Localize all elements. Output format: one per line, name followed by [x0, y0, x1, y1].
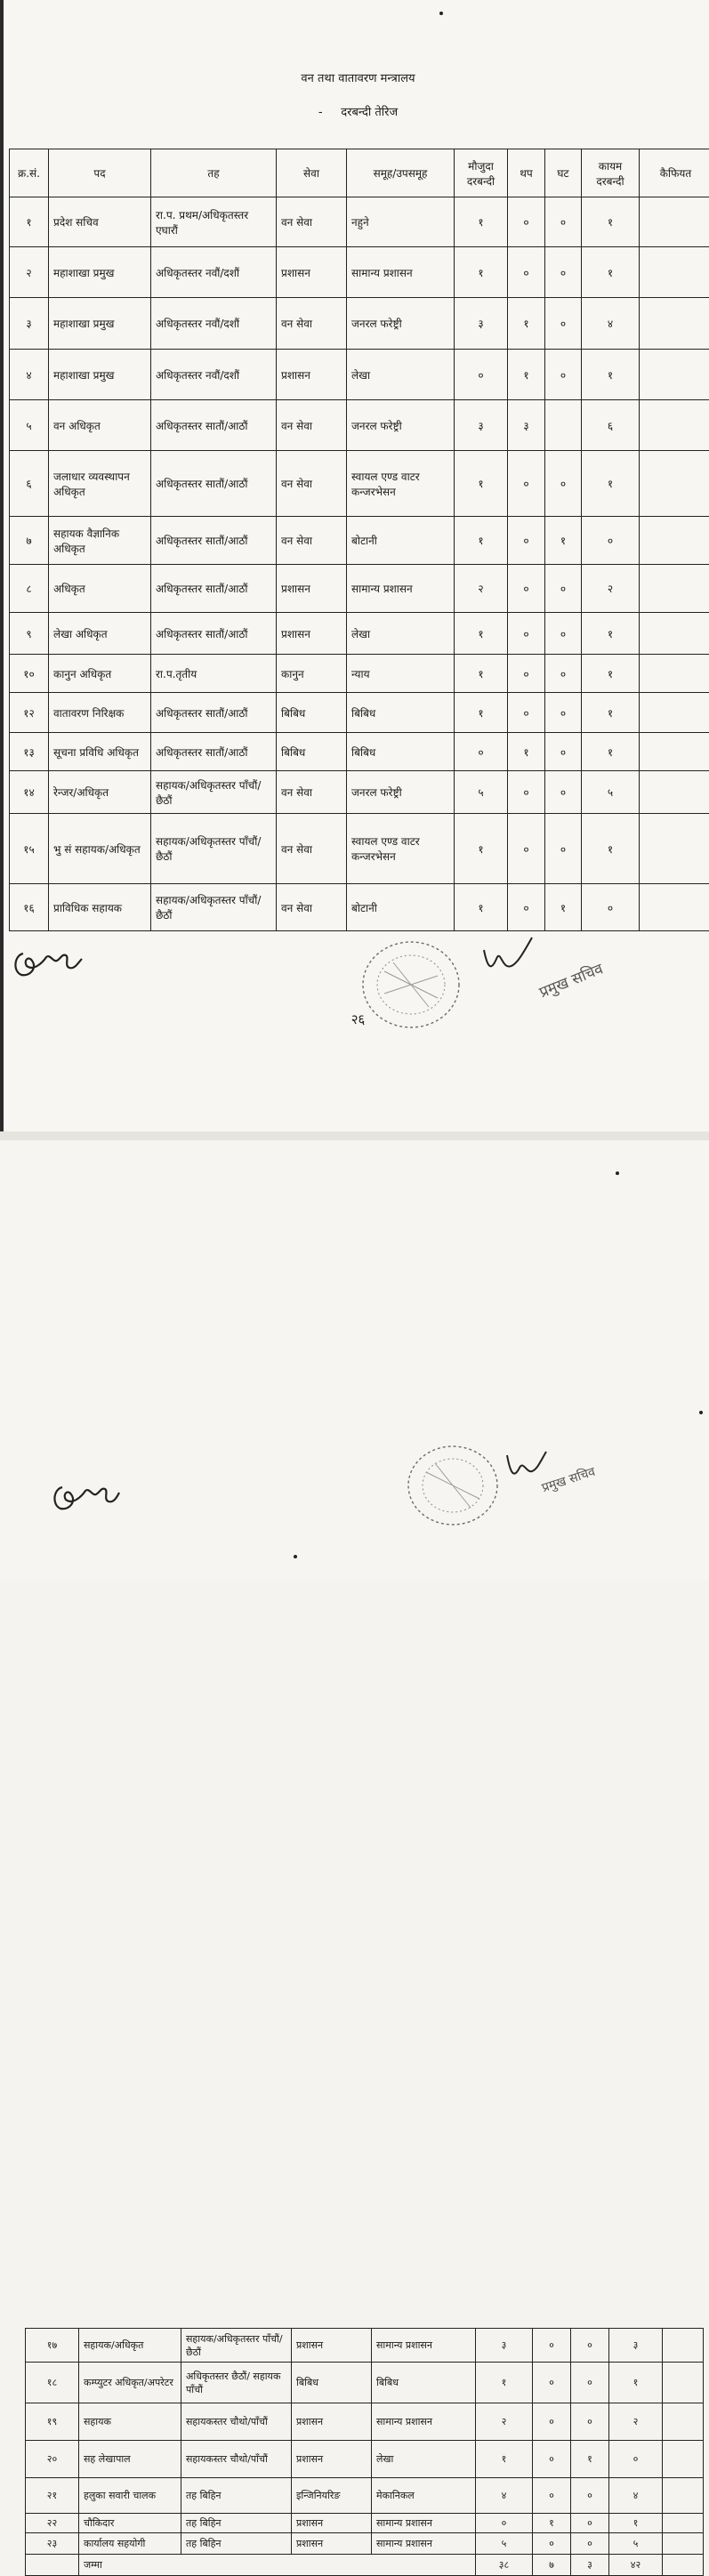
cell-reduce: ० [545, 247, 582, 298]
table-row [10, 565, 709, 613]
cell-sn: १३ [10, 733, 49, 771]
cell-reduce: ० [545, 733, 582, 771]
cell-group: सामान्य प्रशासन [372, 2514, 476, 2533]
cell-fixed: ४ [582, 298, 640, 350]
cell-group: बोटानी [347, 517, 455, 565]
cell-post: महाशाखा प्रमुख [49, 350, 151, 400]
cell-add: ० [508, 771, 545, 814]
speck [699, 1411, 703, 1414]
cell-add: ० [533, 2533, 571, 2555]
col-header-post: पद [49, 149, 151, 197]
initials-signature [11, 945, 84, 980]
cell-group: जनरल फरेष्ट्री [347, 298, 455, 350]
document-page-1 [0, 0, 709, 1131]
cell-sn: २२ [26, 2514, 79, 2533]
cell-service: वन सेवा [277, 400, 347, 451]
cell-remarks [640, 451, 709, 517]
cell-remarks [640, 693, 709, 733]
cell-existing: ० [455, 733, 508, 771]
cell-reduce: ० [571, 2514, 609, 2533]
speck [616, 1171, 619, 1175]
cell-post: कार्यालय सहयोगी [79, 2533, 181, 2555]
cell-add: ० [533, 2478, 571, 2514]
cell-fixed: १ [582, 451, 640, 517]
cell-add: ० [508, 565, 545, 613]
cell-total-existing: ३८ [476, 2555, 533, 2576]
cell-service: इन्जिनियरिङ [292, 2478, 372, 2514]
table-row [10, 350, 709, 400]
cell-fixed: ० [582, 884, 640, 931]
staffing-table-page2 [25, 2328, 704, 2576]
cell-service: वन सेवा [277, 884, 347, 931]
cell-existing: १ [455, 613, 508, 655]
table-row [26, 2329, 704, 2363]
cell-level: सहायकस्तर चौथो/पाँचौं [181, 2441, 292, 2478]
table-row [10, 197, 709, 247]
cell-level: अधिकृतस्तर नवौं/दशौं [151, 350, 277, 400]
cell-remarks [640, 733, 709, 771]
cell-reduce: ० [545, 655, 582, 693]
cell-reduce: १ [571, 2441, 609, 2478]
cell-post: रेन्जर/अधिकृत [49, 771, 151, 814]
table-row [10, 655, 709, 693]
table-row [26, 2441, 704, 2478]
cell-sn: २ [10, 247, 49, 298]
cell-sn: १५ [10, 814, 49, 884]
cell-reduce: ० [571, 2363, 609, 2403]
cell-post: सहायक वैज्ञानिक अधिकृत [49, 517, 151, 565]
cell-service: वन सेवा [277, 814, 347, 884]
cell-level: रा.प. प्रथम/अधिकृतस्तर एघारौं [151, 197, 277, 247]
cell-reduce: ० [545, 350, 582, 400]
table-row [10, 733, 709, 771]
cell-post: प्रदेश सचिव [49, 197, 151, 247]
cell-reduce: ० [545, 451, 582, 517]
subtitle-text: दरबन्दी तेरिज [341, 106, 398, 119]
cell-existing: १ [455, 247, 508, 298]
cell-sn: ७ [10, 517, 49, 565]
cell-remarks [640, 298, 709, 350]
cell-group: बिबिध [347, 733, 455, 771]
page-gap [0, 1131, 709, 1140]
cell-add: ० [508, 247, 545, 298]
cell-add: ० [508, 197, 545, 247]
speck [439, 12, 443, 15]
col-header-reduce: घट [545, 149, 582, 197]
cell-service: प्रशासन [292, 2441, 372, 2478]
cell-sn: ३ [10, 298, 49, 350]
cell-add: ० [508, 814, 545, 884]
col-header-remarks: कैफियत [640, 149, 709, 197]
cell-sn: ६ [10, 451, 49, 517]
cell-sn: ४ [10, 350, 49, 400]
cell-remarks [640, 884, 709, 931]
cell-post: महाशाखा प्रमुख [49, 298, 151, 350]
cell-service: प्रशासन [277, 247, 347, 298]
cell-service: प्रशासन [292, 2533, 372, 2555]
cell-level: सहायक/अधिकृतस्तर पाँचौं/छैठौं [151, 771, 277, 814]
cell-post: वातावरण निरिक्षक [49, 693, 151, 733]
cell-service: वन सेवा [277, 451, 347, 517]
cell-service: प्रशासन [277, 565, 347, 613]
cell-reduce: ० [571, 2329, 609, 2363]
cell-group: सामान्य प्रशासन [372, 2533, 476, 2555]
cell-total-add: ७ [533, 2555, 571, 2576]
cell-total-label: जम्मा [79, 2555, 476, 2576]
initials-signature-2 [50, 1478, 121, 1514]
cell-sn: २३ [26, 2533, 79, 2555]
cell-reduce: १ [545, 884, 582, 931]
cell-level: अधिकृतस्तर सातौं/आठौं [151, 613, 277, 655]
cell-reduce: ० [545, 565, 582, 613]
cell-group: लेखा [347, 613, 455, 655]
cell-sn: १९ [26, 2403, 79, 2441]
cell-reduce: १ [545, 517, 582, 565]
cell-post: प्राविधिक सहायक [49, 884, 151, 931]
cell-sn: ९ [10, 613, 49, 655]
cell-reduce: ० [571, 2533, 609, 2555]
subtitle [4, 103, 709, 119]
cell-existing: १ [455, 655, 508, 693]
cell-existing: ३ [476, 2329, 533, 2363]
cell-level: सहायकस्तर चौथो/पाँचौं [181, 2403, 292, 2441]
cell-existing: १ [455, 884, 508, 931]
cell-existing: १ [476, 2363, 533, 2403]
subtitle-dash: - [318, 106, 323, 119]
cell-remarks [663, 2478, 704, 2514]
col-header-group: समूह/उपसमूह [347, 149, 455, 197]
cell-service: बिबिध [277, 693, 347, 733]
cell-add: ० [508, 451, 545, 517]
office-seal-2 [404, 1441, 502, 1530]
cell-total-fixed: ४२ [609, 2555, 663, 2576]
cell-group: सामान्य प्रशासन [372, 2329, 476, 2363]
cell-fixed: १ [582, 733, 640, 771]
cell-fixed: ५ [582, 771, 640, 814]
cell-reduce: ० [545, 197, 582, 247]
cell-reduce: ० [545, 771, 582, 814]
ministry-title: वन तथा वातावरण मन्त्रालय [4, 69, 709, 85]
cell-group: स्वायल एण्ड वाटर कन्जरभेसन [347, 451, 455, 517]
cell-group: बोटानी [347, 884, 455, 931]
cell-service: वन सेवा [277, 517, 347, 565]
cell-sn: १२ [10, 693, 49, 733]
cell-fixed: १ [582, 197, 640, 247]
col-header-fixed: कायम दरबन्दी [582, 149, 640, 197]
cell-existing: ५ [455, 771, 508, 814]
cell-fixed: १ [582, 247, 640, 298]
cell-group: न्याय [347, 655, 455, 693]
cell-existing: १ [455, 451, 508, 517]
page-number: २६ [4, 1010, 709, 1028]
cell-existing: ० [476, 2514, 533, 2533]
cell-level: अधिकृतस्तर नवौं/दशौं [151, 298, 277, 350]
cell-service: बिबिध [292, 2363, 372, 2403]
cell-remarks [663, 2403, 704, 2441]
cell-existing: १ [455, 814, 508, 884]
cell-group: स्वायल एण्ड वाटर कन्जरभेसन [347, 814, 455, 884]
officer-signature-2 [504, 1448, 548, 1484]
table-row [10, 613, 709, 655]
cell-existing: ३ [455, 400, 508, 451]
cell-level: तह बिहिन [181, 2514, 292, 2533]
cell-add: ० [508, 613, 545, 655]
cell-existing: ३ [455, 298, 508, 350]
cell-group: बिबिध [347, 693, 455, 733]
cell-post: सहायक [79, 2403, 181, 2441]
cell-post: लेखा अधिकृत [49, 613, 151, 655]
cell-level: तह बिहिन [181, 2478, 292, 2514]
cell-level: अधिकृतस्तर नवौं/दशौं [151, 247, 277, 298]
cell-group: सामान्य प्रशासन [347, 247, 455, 298]
cell-fixed: १ [582, 693, 640, 733]
table-header-row [10, 149, 709, 197]
cell-sn: २१ [26, 2478, 79, 2514]
cell-fixed: ५ [609, 2533, 663, 2555]
col-header-service: सेवा [277, 149, 347, 197]
cell-existing: २ [455, 565, 508, 613]
cell-remarks [640, 197, 709, 247]
cell-group: लेखा [347, 350, 455, 400]
cell-post: सूचना प्रविधि अधिकृत [49, 733, 151, 771]
cell-remarks [663, 2533, 704, 2555]
cell-add: ० [508, 655, 545, 693]
table-row [26, 2403, 704, 2441]
cell-add: १ [508, 350, 545, 400]
table-row [10, 451, 709, 517]
cell-remarks [640, 400, 709, 451]
cell-remarks [640, 517, 709, 565]
cell-reduce: ० [545, 613, 582, 655]
cell-add: ० [508, 693, 545, 733]
cell-sn: १ [10, 197, 49, 247]
designation-stamp-text: प्रमुख सचिव [537, 961, 606, 1002]
cell-reduce: ० [571, 2403, 609, 2441]
table-row [10, 247, 709, 298]
cell-fixed: १ [582, 814, 640, 884]
cell-level: सहायक/अधिकृतस्तर पाँचौं/छैठौं [181, 2329, 292, 2363]
cell-fixed: १ [609, 2514, 663, 2533]
cell-post: जलाधार व्यवस्थापन अधिकृत [49, 451, 151, 517]
cell-remarks [640, 350, 709, 400]
cell-existing: २ [476, 2403, 533, 2441]
cell-post: अधिकृत [49, 565, 151, 613]
cell-reduce: ० [571, 2478, 609, 2514]
cell-fixed: ६ [582, 400, 640, 451]
cell-fixed: १ [582, 350, 640, 400]
cell-service: वन सेवा [277, 298, 347, 350]
cell-service: प्रशासन [292, 2329, 372, 2363]
cell-group: जनरल फरेष्ट्री [347, 400, 455, 451]
cell-sn: १७ [26, 2329, 79, 2363]
cell-existing: ४ [476, 2478, 533, 2514]
staffing-table-page1 [9, 149, 709, 931]
cell-fixed: ० [609, 2441, 663, 2478]
cell-group: मेकानिकल [372, 2478, 476, 2514]
document-page-2 [0, 1140, 709, 1581]
cell-remarks [640, 771, 709, 814]
cell-add: १ [508, 733, 545, 771]
cell-total-reduce: ३ [571, 2555, 609, 2576]
cell-service: प्रशासन [292, 2514, 372, 2533]
col-header-level: तह [151, 149, 277, 197]
table-row [10, 298, 709, 350]
cell-remarks [640, 613, 709, 655]
cell-reduce: ० [545, 693, 582, 733]
table-row [10, 814, 709, 884]
col-header-existing: मौजुदा दरबन्दी [455, 149, 508, 197]
cell-post: महाशाखा प्रमुख [49, 247, 151, 298]
cell-group: सामान्य प्रशासन [347, 565, 455, 613]
cell-level: तह बिहिन [181, 2533, 292, 2555]
cell-remarks [663, 2514, 704, 2533]
designation-stamp-text-2: प्रमुख सचिव [540, 1465, 597, 1495]
cell-empty [663, 2555, 704, 2576]
table-row [26, 2478, 704, 2514]
cell-remarks [640, 814, 709, 884]
cell-level: रा.प.तृतीय [151, 655, 277, 693]
cell-level: अधिकृतस्तर सातौं/आठौं [151, 733, 277, 771]
cell-existing: १ [455, 197, 508, 247]
cell-remarks [663, 2441, 704, 2478]
cell-fixed: २ [582, 565, 640, 613]
table-row [10, 517, 709, 565]
cell-sn: ५ [10, 400, 49, 451]
cell-existing: १ [455, 693, 508, 733]
designation-stamp-2 [540, 1463, 598, 1496]
cell-remarks [663, 2329, 704, 2363]
cell-fixed: ४ [609, 2478, 663, 2514]
cell-level: अधिकृतस्तर सातौं/आठौं [151, 400, 277, 451]
cell-group: लेखा [372, 2441, 476, 2478]
table-row [26, 2533, 704, 2555]
cell-service: प्रशासन [292, 2403, 372, 2441]
cell-add: ० [533, 2329, 571, 2363]
cell-post: सहायक/अधिकृत [79, 2329, 181, 2363]
cell-post: सह लेखापाल [79, 2441, 181, 2478]
cell-sn: १६ [10, 884, 49, 931]
cell-remarks [640, 655, 709, 693]
cell-add: ० [533, 2403, 571, 2441]
cell-service: कानुन [277, 655, 347, 693]
table-row [10, 884, 709, 931]
cell-post: वन अधिकृत [49, 400, 151, 451]
cell-service: प्रशासन [277, 613, 347, 655]
cell-fixed: ३ [609, 2329, 663, 2363]
cell-add: ० [508, 884, 545, 931]
speck [294, 1555, 297, 1558]
cell-add: ० [508, 517, 545, 565]
cell-sn: १८ [26, 2363, 79, 2403]
table-row [26, 2363, 704, 2403]
col-header-sn: क्र.सं. [10, 149, 49, 197]
cell-service: वन सेवा [277, 771, 347, 814]
cell-reduce [545, 400, 582, 451]
cell-fixed: १ [609, 2363, 663, 2403]
cell-existing: १ [476, 2441, 533, 2478]
cell-add: ० [533, 2441, 571, 2478]
cell-level: अधिकृतस्तर सातौं/आठौं [151, 451, 277, 517]
cell-sn: १४ [10, 771, 49, 814]
cell-post: कानुन अधिकृत [49, 655, 151, 693]
cell-group: बिबिध [372, 2363, 476, 2403]
cell-sn: १० [10, 655, 49, 693]
cell-add: १ [508, 298, 545, 350]
cell-level: अधिकृतस्तर सातौं/आठौं [151, 565, 277, 613]
table-row [10, 771, 709, 814]
officer-signature [479, 932, 541, 986]
cell-post: हलुका सवारी चालक [79, 2478, 181, 2514]
cell-group: सामान्य प्रशासन [372, 2403, 476, 2441]
cell-level: अधिकृतस्तर सातौं/आठौं [151, 517, 277, 565]
cell-post: भु सं सहायक/अधिकृत [49, 814, 151, 884]
table-row [10, 400, 709, 451]
cell-fixed: १ [582, 655, 640, 693]
cell-remarks [640, 247, 709, 298]
cell-group: नहुने [347, 197, 455, 247]
cell-sn: २० [26, 2441, 79, 2478]
cell-remarks [640, 565, 709, 613]
cell-level: सहायक/अधिकृतस्तर पाँचौं/छैठौं [151, 814, 277, 884]
cell-empty [26, 2555, 79, 2576]
cell-add: ३ [508, 400, 545, 451]
cell-post: कम्प्युटर अधिकृत/अपरेटर [79, 2363, 181, 2403]
table-row [10, 693, 709, 733]
cell-service: बिबिध [277, 733, 347, 771]
cell-fixed: ० [582, 517, 640, 565]
cell-service: प्रशासन [277, 350, 347, 400]
cell-level: अधिकृतस्तर सातौं/आठौं [151, 693, 277, 733]
cell-sn: ८ [10, 565, 49, 613]
cell-add: १ [533, 2514, 571, 2533]
cell-level: सहायक/अधिकृतस्तर पाँचौं/छैठौं [151, 884, 277, 931]
cell-reduce: ० [545, 298, 582, 350]
cell-post: चौकिदार [79, 2514, 181, 2533]
designation-stamp [536, 958, 605, 1002]
cell-remarks [663, 2363, 704, 2403]
cell-existing: ० [455, 350, 508, 400]
cell-add: ० [533, 2363, 571, 2403]
cell-level: अधिकृतस्तर छैठौं/ सहायक पाँचौं [181, 2363, 292, 2403]
cell-service: वन सेवा [277, 197, 347, 247]
cell-existing: १ [455, 517, 508, 565]
cell-reduce: ० [545, 814, 582, 884]
cell-fixed: २ [609, 2403, 663, 2441]
office-seal [358, 936, 464, 1034]
cell-group: जनरल फरेष्ट्री [347, 771, 455, 814]
col-header-add: थप [508, 149, 545, 197]
cell-fixed: १ [582, 613, 640, 655]
total-row [26, 2555, 704, 2576]
table-row [26, 2514, 704, 2533]
cell-existing: ५ [476, 2533, 533, 2555]
